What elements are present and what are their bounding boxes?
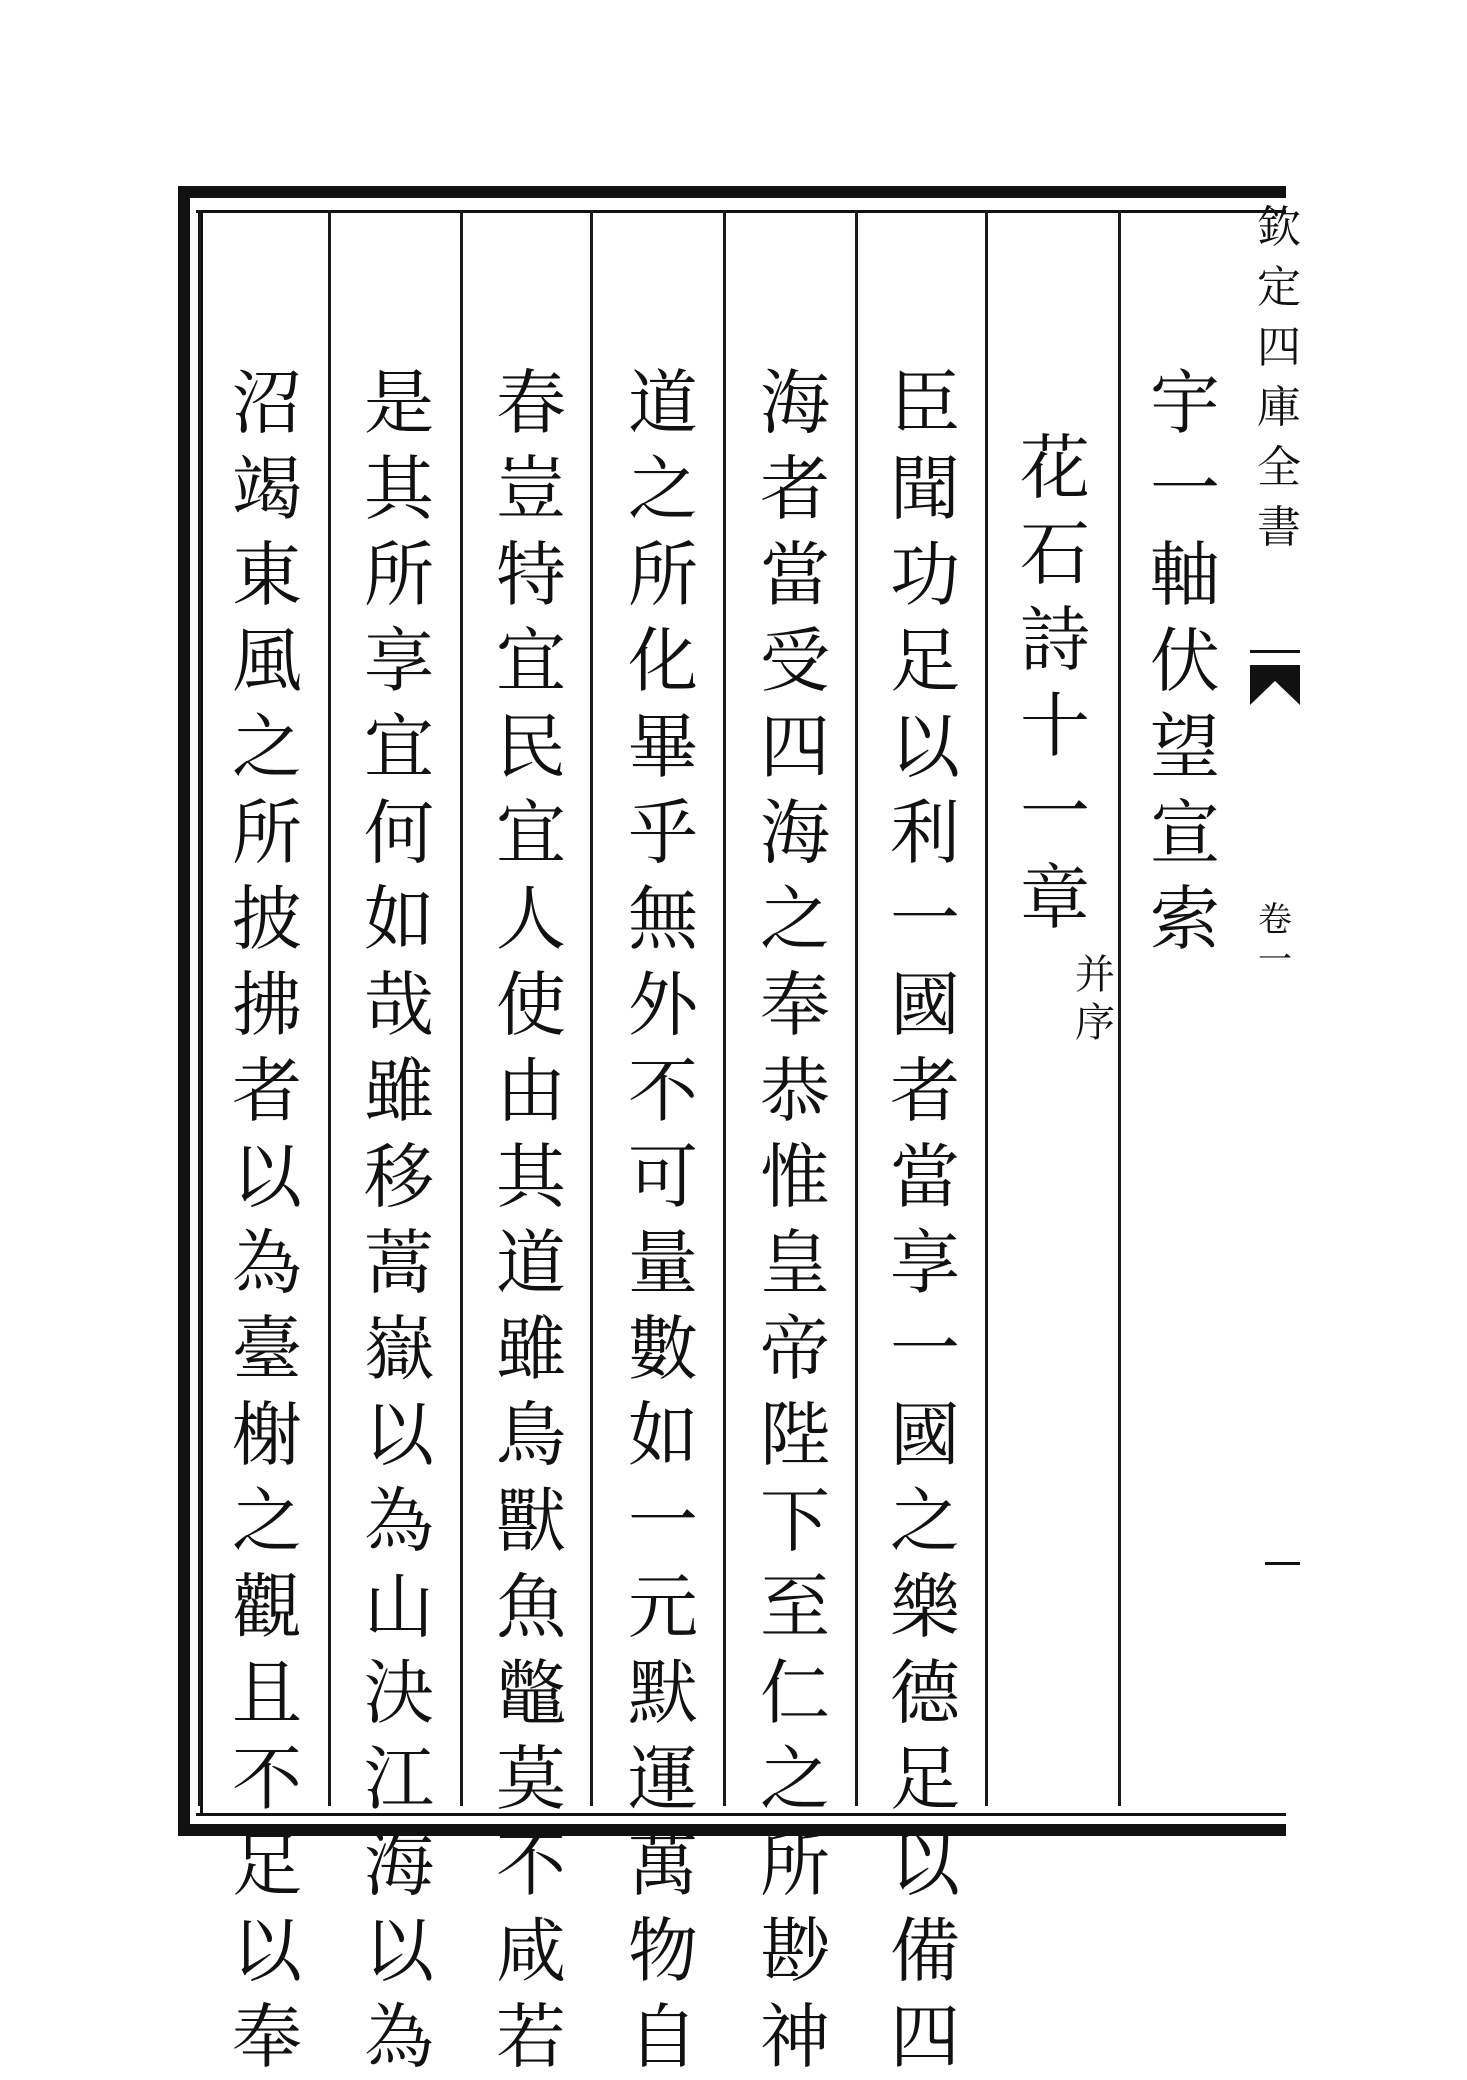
character: 鼈 xyxy=(496,1652,566,1734)
text-column xyxy=(750,360,840,2080)
character: 之 xyxy=(760,878,830,960)
character: 化 xyxy=(628,620,698,702)
character: 由 xyxy=(496,1050,566,1132)
character: 人 xyxy=(496,878,566,960)
character: 德 xyxy=(890,1652,960,1734)
character: 帝 xyxy=(760,1308,830,1390)
character: 望 xyxy=(1150,706,1220,788)
character: 江 xyxy=(364,1738,434,1820)
character: 詩 xyxy=(1020,599,1090,681)
character: 者 xyxy=(232,1050,302,1132)
character: 宜 xyxy=(364,706,434,788)
character: 石 xyxy=(1020,513,1090,595)
character: 一 xyxy=(1150,448,1220,530)
character: 之 xyxy=(760,1738,830,1820)
column-rule xyxy=(460,210,463,1806)
character: 可 xyxy=(628,1136,698,1218)
character: 蒿 xyxy=(364,1222,434,1304)
character: 四 xyxy=(760,706,830,788)
character: 以 xyxy=(232,1910,302,1992)
character: 臺 xyxy=(232,1308,302,1390)
character: 為 xyxy=(364,1480,434,1562)
character: 為 xyxy=(232,1222,302,1304)
small-note xyxy=(1070,951,1120,1047)
character: 國 xyxy=(890,1394,960,1476)
character: 所 xyxy=(628,534,698,616)
character: 海 xyxy=(364,1824,434,1906)
character: 下 xyxy=(760,1480,830,1562)
edge-divider xyxy=(1250,650,1300,653)
character: 以 xyxy=(364,1394,434,1476)
character: 數 xyxy=(628,1308,698,1390)
character: 章 xyxy=(1020,857,1090,939)
character: 東 xyxy=(232,534,302,616)
character: 移 xyxy=(364,1136,434,1218)
character: 奉 xyxy=(760,964,830,1046)
character: 功 xyxy=(890,534,960,616)
note-character: 并 xyxy=(1075,952,1115,998)
character: 惟 xyxy=(760,1136,830,1218)
edge-char: 欽 xyxy=(1257,202,1301,253)
character: 海 xyxy=(760,792,830,874)
character: 特 xyxy=(496,534,566,616)
note-character: 序 xyxy=(1075,1000,1115,1046)
character: 一 xyxy=(1020,771,1090,853)
character: 民 xyxy=(496,706,566,788)
character: 仁 xyxy=(760,1652,830,1734)
character: 元 xyxy=(628,1566,698,1648)
character: 雖 xyxy=(496,1308,566,1390)
character: 以 xyxy=(364,1910,434,1992)
edge-divider-lower xyxy=(1265,1562,1300,1565)
character: 春 xyxy=(496,362,566,444)
character: 鳥 xyxy=(496,1394,566,1476)
character: 畢 xyxy=(628,706,698,788)
text-column xyxy=(486,360,576,2080)
character: 榭 xyxy=(232,1394,302,1476)
character: 決 xyxy=(364,1652,434,1734)
character: 十 xyxy=(1020,685,1090,767)
character: 運 xyxy=(628,1738,698,1820)
character: 自 xyxy=(628,1996,698,2078)
character: 花 xyxy=(1020,427,1090,509)
character: 伏 xyxy=(1150,620,1220,702)
column-rule xyxy=(985,210,988,1806)
character: 使 xyxy=(496,964,566,1046)
edge-char: 書 xyxy=(1257,502,1301,553)
character: 道 xyxy=(628,362,698,444)
character: 樂 xyxy=(890,1566,960,1648)
character: 尠 xyxy=(760,1910,830,1992)
edge-char: 四 xyxy=(1257,322,1301,373)
character: 魚 xyxy=(496,1566,566,1648)
text-column xyxy=(354,360,444,2080)
volume-char: 卷 xyxy=(1258,900,1292,940)
character: 不 xyxy=(232,1738,302,1820)
character: 如 xyxy=(364,878,434,960)
character: 宣 xyxy=(1150,792,1220,874)
character: 享 xyxy=(364,620,434,702)
character: 為 xyxy=(364,1996,434,2078)
character: 咸 xyxy=(496,1910,566,1992)
character: 所 xyxy=(364,534,434,616)
character: 聞 xyxy=(890,448,960,530)
character: 索 xyxy=(1150,878,1220,960)
character: 享 xyxy=(890,1222,960,1304)
character: 披 xyxy=(232,878,302,960)
character: 萬 xyxy=(628,1824,698,1906)
character: 之 xyxy=(232,706,302,788)
character: 外 xyxy=(628,964,698,1046)
character: 者 xyxy=(890,1050,960,1132)
character: 利 xyxy=(890,792,960,874)
volume-label xyxy=(1258,900,1292,980)
character: 海 xyxy=(760,362,830,444)
character: 恭 xyxy=(760,1050,830,1132)
column-rule xyxy=(855,210,858,1806)
character: 足 xyxy=(890,620,960,702)
character: 拂 xyxy=(232,964,302,1046)
character: 以 xyxy=(232,1136,302,1218)
character: 是 xyxy=(364,362,434,444)
column-rule xyxy=(723,210,726,1806)
edge-char: 庫 xyxy=(1257,382,1301,433)
border-left xyxy=(178,186,190,1836)
character: 之 xyxy=(890,1480,960,1562)
character: 物 xyxy=(628,1910,698,1992)
character: 哉 xyxy=(364,964,434,1046)
character: 宜 xyxy=(496,792,566,874)
character: 其 xyxy=(364,448,434,530)
character: 一 xyxy=(890,878,960,960)
character: 足 xyxy=(232,1824,302,1906)
edge-char: 全 xyxy=(1257,442,1301,493)
character: 四 xyxy=(890,1996,960,2078)
inner-border-top xyxy=(196,210,1286,213)
text-column xyxy=(1140,360,1230,962)
character: 臣 xyxy=(890,362,960,444)
character: 所 xyxy=(232,792,302,874)
character: 且 xyxy=(232,1652,302,1734)
column-rule xyxy=(198,210,201,1806)
character: 神 xyxy=(760,1996,830,2078)
text-column xyxy=(222,360,312,2080)
character: 道 xyxy=(496,1222,566,1304)
character: 竭 xyxy=(232,448,302,530)
character: 當 xyxy=(890,1136,960,1218)
character: 莫 xyxy=(496,1738,566,1820)
character: 沼 xyxy=(232,362,302,444)
character: 山 xyxy=(364,1566,434,1648)
character: 之 xyxy=(628,448,698,530)
character: 其 xyxy=(496,1136,566,1218)
edge-char: 定 xyxy=(1257,262,1301,313)
character: 若 xyxy=(496,1996,566,2078)
border-top xyxy=(178,186,1286,198)
edge-title xyxy=(1256,198,1302,558)
character: 者 xyxy=(760,448,830,530)
character: 宜 xyxy=(496,620,566,702)
character: 奉 xyxy=(232,1996,302,2078)
character: 嶽 xyxy=(364,1308,434,1390)
character: 皇 xyxy=(760,1222,830,1304)
character: 國 xyxy=(890,964,960,1046)
character: 一 xyxy=(890,1308,960,1390)
character: 軸 xyxy=(1150,534,1220,616)
character: 受 xyxy=(760,620,830,702)
character: 當 xyxy=(760,534,830,616)
character: 所 xyxy=(760,1824,830,1906)
character: 風 xyxy=(232,620,302,702)
column-rule xyxy=(328,210,331,1806)
character: 宇 xyxy=(1150,362,1220,444)
character: 乎 xyxy=(628,792,698,874)
character: 以 xyxy=(890,706,960,788)
character: 不 xyxy=(496,1824,566,1906)
character: 之 xyxy=(232,1480,302,1562)
character: 觀 xyxy=(232,1566,302,1648)
character: 不 xyxy=(628,1050,698,1132)
character: 陛 xyxy=(760,1394,830,1476)
character: 默 xyxy=(628,1652,698,1734)
character: 以 xyxy=(890,1824,960,1906)
volume-char: 一 xyxy=(1258,940,1292,980)
character: 如 xyxy=(628,1394,698,1476)
text-column xyxy=(880,360,970,2080)
text-column xyxy=(1010,425,1100,941)
text-column xyxy=(618,360,708,2080)
column-rule xyxy=(590,210,593,1806)
character: 獸 xyxy=(496,1480,566,1562)
character: 至 xyxy=(760,1566,830,1648)
character: 雖 xyxy=(364,1050,434,1132)
character: 足 xyxy=(890,1738,960,1820)
character: 豈 xyxy=(496,448,566,530)
character: 一 xyxy=(628,1480,698,1562)
character: 何 xyxy=(364,792,434,874)
character: 備 xyxy=(890,1910,960,1992)
character: 量 xyxy=(628,1222,698,1304)
character: 無 xyxy=(628,878,698,960)
border-bottom xyxy=(178,1824,1286,1836)
